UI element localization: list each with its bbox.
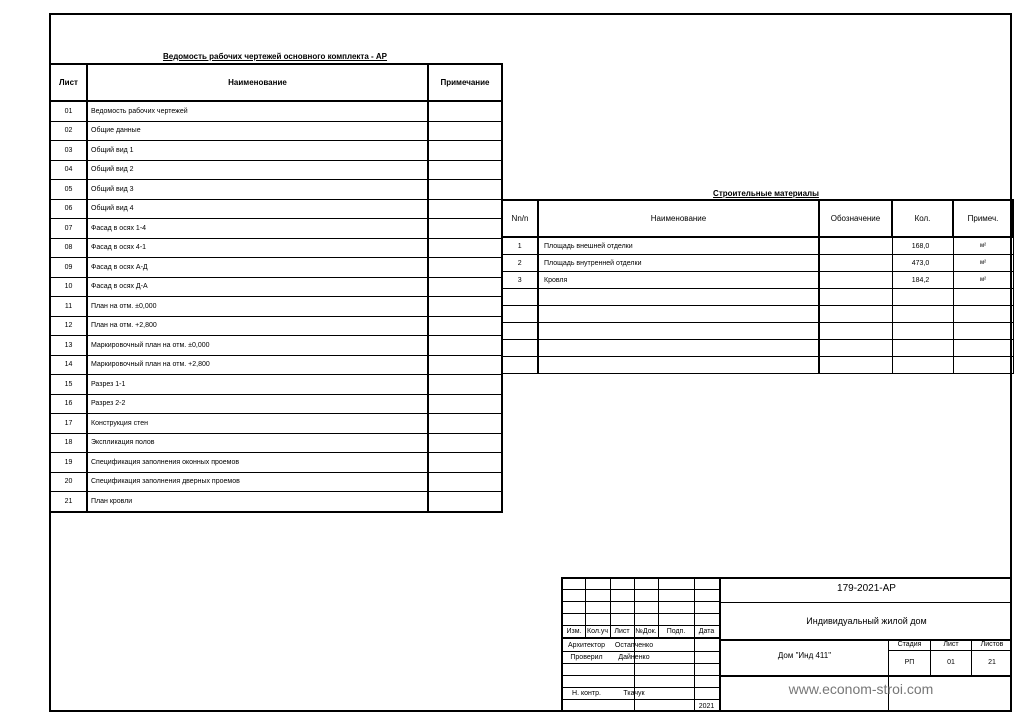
sheet-note [428, 121, 502, 141]
header-sheet: Лист [50, 64, 87, 101]
sheet-note [428, 492, 502, 512]
sheet-name: Общий вид 3 [87, 180, 428, 200]
material-unit [953, 306, 1013, 323]
sheet-number: 14 [50, 355, 87, 375]
sheet-name: Спецификация заполнения оконных проемов [87, 453, 428, 473]
header-quantity: Кол. [892, 200, 953, 237]
header-designation: Обозначение [819, 200, 892, 237]
name-checker: Дайненко [618, 654, 650, 661]
sheet-number: 15 [50, 375, 87, 395]
label-count: Кол.уч [587, 628, 608, 635]
material-number: 1 [502, 237, 538, 255]
sheet-number: 08 [50, 238, 87, 258]
header-note: Примечание [428, 64, 502, 101]
sheet-note [428, 336, 502, 356]
sheet-name: План кровли [87, 492, 428, 512]
material-quantity [892, 340, 953, 357]
material-designation [819, 340, 892, 357]
watermark: www.econom-stroi.com [788, 681, 934, 697]
table-row [50, 336, 502, 356]
table-row [50, 414, 502, 434]
material-unit: м² [953, 237, 1013, 255]
name-norm-control: Ткачук [623, 690, 645, 697]
table-row [50, 472, 502, 492]
material-name: Кровля [538, 272, 819, 289]
table-row [50, 199, 502, 219]
label-change: Изм. [566, 628, 582, 635]
table-row [50, 219, 502, 239]
material-name [538, 340, 819, 357]
material-quantity: 473,0 [892, 255, 953, 272]
table-row [50, 180, 502, 200]
table-row [50, 101, 502, 121]
material-name: Площадь внешней отделки [538, 237, 819, 255]
table-row [50, 277, 502, 297]
sheet-number: 06 [50, 199, 87, 219]
stage-label: Стадия [897, 641, 922, 648]
header-remark: Примеч. [953, 200, 1013, 237]
materials-title: Строительные материалы [713, 189, 819, 198]
material-quantity: 168,0 [892, 237, 953, 255]
role-architect: Архитектор [568, 642, 605, 649]
sheet-name: Ведомость рабочих чертежей [87, 101, 428, 121]
sheet-note [428, 199, 502, 219]
sheet-number: 18 [50, 433, 87, 453]
table-row [50, 160, 502, 180]
sheet-name: Общий вид 2 [87, 160, 428, 180]
sheet-name: Маркировочный план на отм. ±0,000 [87, 336, 428, 356]
title-block [561, 577, 1012, 712]
year: 2021 [698, 703, 715, 710]
material-name [538, 323, 819, 340]
sheet-number: 05 [50, 180, 87, 200]
material-designation [819, 323, 892, 340]
sheet-note [428, 141, 502, 161]
sheet-name: Маркировочный план на отм. +2,800 [87, 355, 428, 375]
material-quantity [892, 357, 953, 374]
sheet-name: Фасад в осях 1-4 [87, 219, 428, 239]
sheet-note [428, 316, 502, 336]
table-row [502, 357, 1013, 374]
material-designation [819, 255, 892, 272]
table-row [50, 238, 502, 258]
table-row [50, 258, 502, 278]
material-unit [953, 340, 1013, 357]
sheets-value: 21 [988, 659, 996, 666]
sheet-note [428, 160, 502, 180]
table-row [50, 297, 502, 317]
sheet-name: Фасад в осях А-Д [87, 258, 428, 278]
table-row [50, 394, 502, 414]
sheet-note [428, 219, 502, 239]
sheet-note [428, 258, 502, 278]
object-name: Дом "Инд 411" [777, 651, 832, 660]
header-name: Наименование [538, 200, 819, 237]
header-number: Nn/n [502, 200, 538, 237]
table-row [502, 323, 1013, 340]
table-row [50, 316, 502, 336]
sheet-name: Спецификация заполнения дверных проемов [87, 472, 428, 492]
sheet-number: 20 [50, 472, 87, 492]
material-number: 2 [502, 255, 538, 272]
sheet-note [428, 472, 502, 492]
sheet-note [428, 375, 502, 395]
sheet-note [428, 180, 502, 200]
sheet-number: 11 [50, 297, 87, 317]
material-name: Площадь внутренней отделки [538, 255, 819, 272]
sheet-list-table [49, 63, 503, 513]
table-row [502, 237, 1013, 255]
label-signature: Подп. [666, 628, 686, 635]
sheet-number: 19 [50, 453, 87, 473]
sheet-note [428, 414, 502, 434]
sheet-number: 09 [50, 258, 87, 278]
table-row [50, 433, 502, 453]
material-designation [819, 357, 892, 374]
table-row [50, 141, 502, 161]
material-name [538, 357, 819, 374]
material-number [502, 306, 538, 323]
sheets-label: Листов [980, 641, 1004, 648]
table-row [502, 340, 1013, 357]
table-row [50, 453, 502, 473]
table-row [50, 121, 502, 141]
name-architect: Остапченко [614, 642, 654, 649]
material-name [538, 289, 819, 306]
sheet-note [428, 101, 502, 121]
sheet-note [428, 433, 502, 453]
material-designation [819, 237, 892, 255]
label-date: Дата [698, 628, 715, 635]
document-code: 179-2021-АР [837, 583, 896, 594]
sheet-name: Разрез 2-2 [87, 394, 428, 414]
material-quantity [892, 306, 953, 323]
sheet-number: 13 [50, 336, 87, 356]
label-sheet: Лист [614, 628, 630, 635]
sheet-name: Конструкция стен [87, 414, 428, 434]
sheet-name: План на отм. +2,800 [87, 316, 428, 336]
material-quantity [892, 323, 953, 340]
material-designation [819, 306, 892, 323]
material-number [502, 289, 538, 306]
material-unit: м² [953, 255, 1013, 272]
table-row [502, 289, 1013, 306]
material-number: 3 [502, 272, 538, 289]
sheet-list-title: Ведомость рабочих чертежей основного комплекта - АР [162, 52, 388, 61]
sheet-note [428, 355, 502, 375]
sheet-number: 02 [50, 121, 87, 141]
sheet-name: Фасад в осях 4-1 [87, 238, 428, 258]
sheet-number: 01 [50, 101, 87, 121]
sheet-name: Фасад в осях Д-А [87, 277, 428, 297]
sheet-number: 04 [50, 160, 87, 180]
sheet-number: 07 [50, 219, 87, 239]
materials-table [501, 199, 1014, 374]
material-number [502, 323, 538, 340]
material-name [538, 306, 819, 323]
sheet-number: 12 [50, 316, 87, 336]
sheet-note [428, 297, 502, 317]
table-row [502, 255, 1013, 272]
sheet-number: 21 [50, 492, 87, 512]
material-designation [819, 272, 892, 289]
table-row [50, 355, 502, 375]
sheet-note [428, 238, 502, 258]
material-unit [953, 357, 1013, 374]
sheet-note [428, 277, 502, 297]
sheet-name: Общий вид 4 [87, 199, 428, 219]
role-checker: Проверил [570, 654, 603, 661]
sheet-number: 16 [50, 394, 87, 414]
sheet-value: 01 [947, 659, 955, 666]
material-number [502, 357, 538, 374]
sheet-label: Лист [943, 641, 959, 648]
material-unit [953, 289, 1013, 306]
sheet-name: Общий вид 1 [87, 141, 428, 161]
sheet-note [428, 394, 502, 414]
material-unit: м² [953, 272, 1013, 289]
material-quantity [892, 289, 953, 306]
sheet-number: 03 [50, 141, 87, 161]
stage-value: РП [904, 659, 915, 666]
sheet-name: План на отм. ±0,000 [87, 297, 428, 317]
material-number [502, 340, 538, 357]
project-name: Индивидуальный жилой дом [806, 616, 927, 626]
role-norm-control: Н. контр. [572, 690, 601, 697]
header-name: Наименование [87, 64, 428, 101]
table-row [50, 375, 502, 395]
sheet-number: 10 [50, 277, 87, 297]
table-row [50, 492, 502, 512]
sheet-name: Разрез 1-1 [87, 375, 428, 395]
sheet-number: 17 [50, 414, 87, 434]
table-row [502, 306, 1013, 323]
material-unit [953, 323, 1013, 340]
sheet-note [428, 453, 502, 473]
sheet-name: Экспликация полов [87, 433, 428, 453]
sheet-name: Общие данные [87, 121, 428, 141]
label-document: №Док. [635, 628, 657, 635]
material-designation [819, 289, 892, 306]
material-quantity: 184,2 [892, 272, 953, 289]
table-row [502, 272, 1013, 289]
